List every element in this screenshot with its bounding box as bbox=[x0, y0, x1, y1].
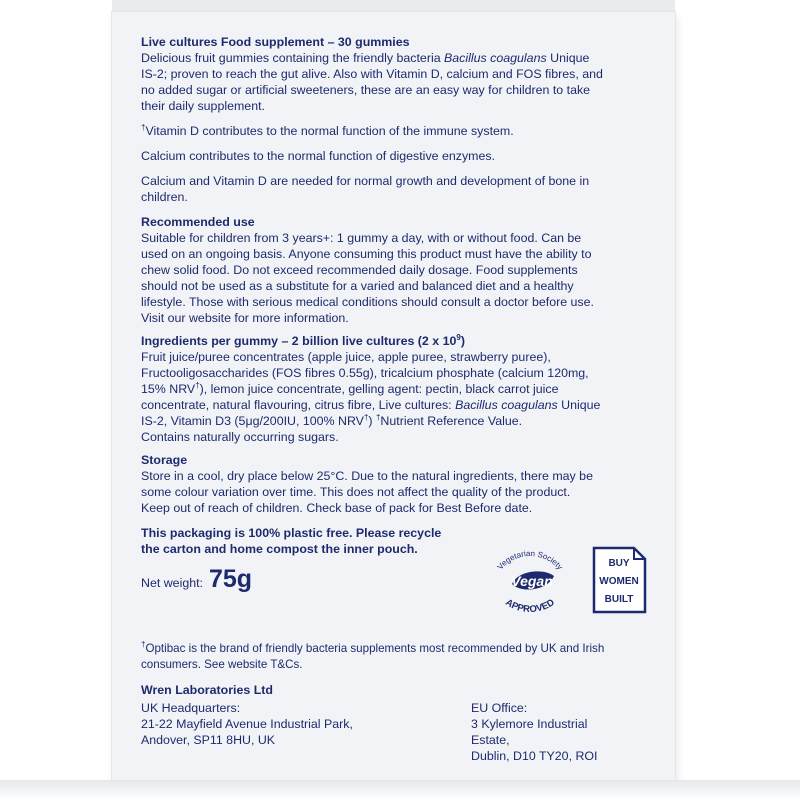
recommended-line: Visit our website for more information. bbox=[141, 311, 349, 325]
ingredients-line-2: Fructooligosaccharides (FOS fibres 0.55g), tricalcium phosphate (calcium 120mg, bbox=[141, 366, 589, 380]
uk-address-line-1: 21-22 Mayfield Avenue Industrial Park, bbox=[141, 717, 353, 731]
intro-heading: Live cultures Food supplement – 30 gummies bbox=[141, 35, 410, 49]
storage-line: Store in a cool, dry place below 25°C. Due to the natural ingredients, there may be bbox=[141, 469, 593, 483]
carton-shadow bbox=[0, 780, 800, 800]
storage-heading: Storage bbox=[141, 453, 188, 467]
footnote-line-2: consumers. See website T&Cs. bbox=[141, 658, 303, 671]
uk-address-label: UK Headquarters: bbox=[141, 701, 241, 715]
storage-line: Keep out of reach of children. Check base of pack for Best Before date. bbox=[141, 501, 533, 515]
svg-text:Vegetarian Society bbox=[496, 549, 565, 572]
footnote-line-1: †Optibac is the brand of friendly bacteria supplements most recommended by UK and Irish bbox=[141, 640, 605, 655]
intro-line-3: no added sugar or artificial sweeteners, these are an easy way for children to take bbox=[141, 83, 591, 97]
vegan-logo-bottom-text: APPROVED bbox=[503, 597, 557, 612]
eu-address bbox=[471, 700, 611, 764]
recommended-heading: Recommended use bbox=[141, 215, 255, 229]
claim-growth-line-2: children. bbox=[141, 190, 188, 204]
recommended-line: used on an ongoing basis. Anyone consuming this product must have the ability to bbox=[141, 247, 592, 261]
company-addresses bbox=[141, 700, 611, 764]
intro-line-1: Delicious fruit gummies containing the friendly bacteria Bacillus coagulans Unique bbox=[141, 51, 590, 65]
intro-line-2: IS-2; proven to reach the gut alive. Also with Vitamin D, calcium and FOS fibres, and bbox=[141, 67, 603, 81]
eu-address-line-2: Dublin, D10 TY20, ROI bbox=[471, 749, 598, 763]
bwb-line-built: BUILT bbox=[604, 594, 634, 605]
buy-women-built-logo bbox=[592, 546, 647, 614]
packaging-note-line-2: the carton and home compost the inner pouch. bbox=[141, 542, 418, 556]
vegan-approved-logo bbox=[482, 546, 578, 612]
svg-text:APPROVED bbox=[503, 597, 556, 612]
uk-address-line-2: Andover, SP11 8HU, UK bbox=[141, 733, 276, 747]
storage-line: some colour variation over time. This does not affect the quality of the product. bbox=[141, 485, 571, 499]
claim-calcium: Calcium contributes to the normal function of digestive enzymes. bbox=[141, 149, 495, 163]
ingredients-line-6: Contains naturally occurring sugars. bbox=[141, 430, 339, 444]
recommended-line: chew solid food. Do not exceed recommended daily dosage. Food supplements bbox=[141, 263, 578, 277]
ingredients-line-1: Fruit juice/puree concentrates (apple juice, apple puree, strawberry puree), bbox=[141, 350, 551, 364]
eu-address-label: EU Office: bbox=[471, 701, 528, 715]
ingredients-line-4: concentrate, natural flavouring, citrus fibre, Live cultures: Bacillus coagulans Unique bbox=[141, 398, 601, 412]
bwb-line-buy: BUY bbox=[608, 558, 630, 569]
label-text bbox=[141, 34, 661, 764]
company-name: Wren Laboratories Ltd bbox=[141, 683, 273, 697]
uk-address bbox=[141, 700, 371, 764]
recommended-line: Suitable for children from 3 years+: 1 gummy a day, with or without food. Can be bbox=[141, 231, 582, 245]
claim-growth-line-1: Calcium and Vitamin D are needed for normal growth and development of bone in bbox=[141, 174, 590, 188]
recommended-line: should not be used as a substitute for a varied and balanced diet and a healthy bbox=[141, 279, 574, 293]
intro-line-4: their daily supplement. bbox=[141, 99, 265, 113]
ingredients-line-3: 15% NRV†), lemon juice concentrate, gelling agent: pectin, black carrot juice bbox=[141, 380, 559, 396]
certification-badges bbox=[482, 546, 652, 616]
bwb-line-women: WOMEN bbox=[599, 576, 639, 587]
net-weight-label: Net weight: bbox=[141, 576, 203, 590]
packaging-note-line-1: This packaging is 100% plastic free. Please recycle bbox=[141, 526, 442, 540]
net-weight-value: 75g bbox=[208, 565, 253, 593]
eu-address-line-1: 3 Kylemore Industrial Estate, bbox=[471, 717, 588, 747]
ingredients-line-5: IS-2, Vitamin D3 (5μg/200IU, 100% NRV†) †Nutrient Reference Value. bbox=[141, 412, 523, 428]
vegan-logo-top-text: Vegetarian Society bbox=[495, 548, 565, 572]
ingredients-heading: Ingredients per gummy – 2 billion live cultures (2 x $10^9$) bbox=[141, 332, 465, 348]
claim-vitamin-d: †Vitamin D contributes to the normal function of the immune system. bbox=[141, 122, 514, 138]
vegan-logo-center-text: Vegan bbox=[511, 573, 553, 589]
recommended-line: lifestyle. Those with serious medical conditions should consult a doctor before use. bbox=[141, 295, 594, 309]
